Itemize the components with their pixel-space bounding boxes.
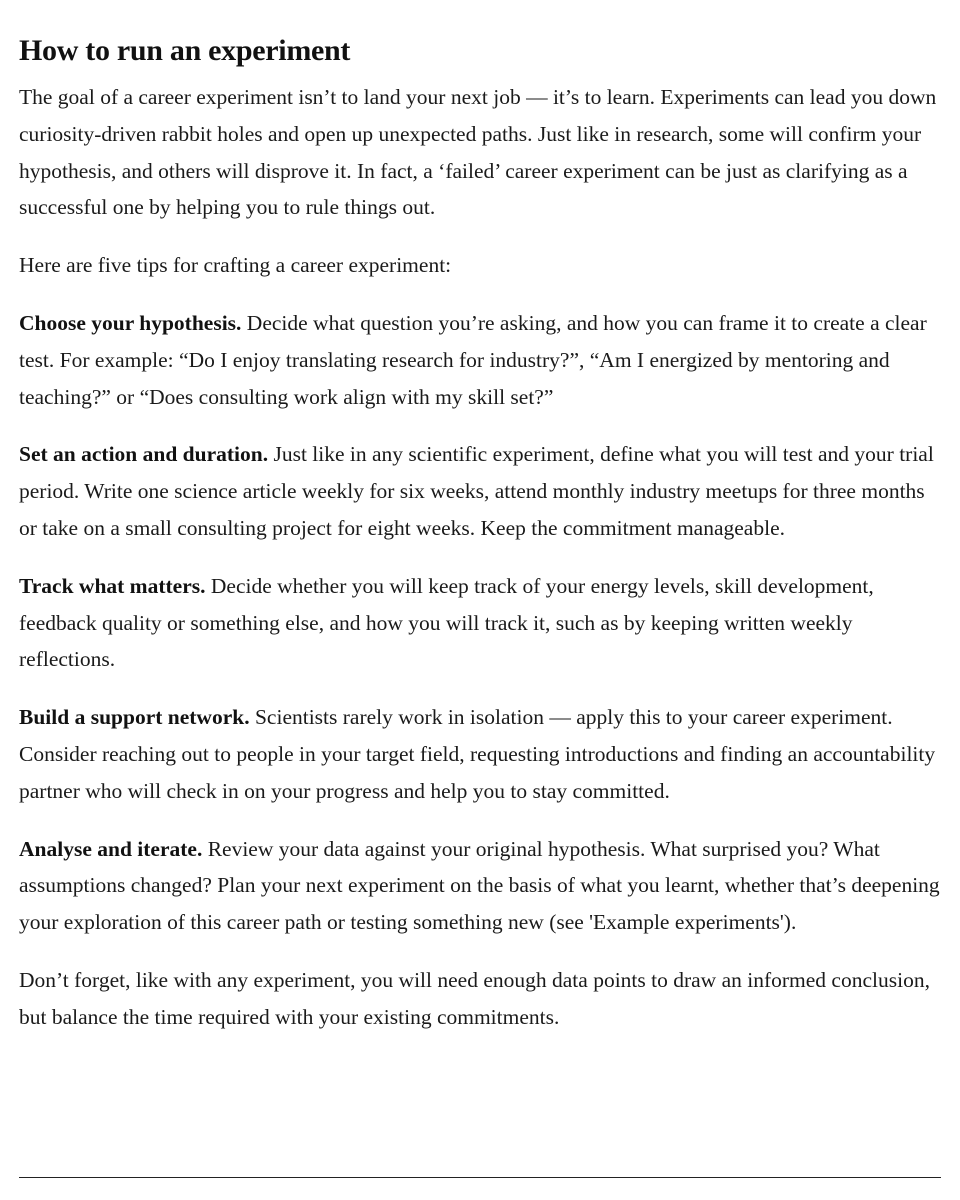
article-section: [19, 30, 941, 1057]
tip-body: Decide whether you will keep track of your energy levels, skill development, feedback quality or something else, and how you will track it, such as by keeping written weekly reflections.: [19, 573, 874, 672]
section-heading: How to run an experiment: [19, 34, 351, 67]
tip-body: Review your data against your original hypothesis. What surprised you? What assumptions changed? Plan your next experiment on the basis of what you learnt, whether that’s deepening your exploration of this career path or testing something new (see 'Example experiments').: [19, 836, 940, 935]
intro-paragraph: The goal of a career experiment isn’t to land your next job — it’s to learn. Experiments can lead you down curiosity-driven rabbit holes and open up unexpected paths. Just like in research, some will confirm your hypothesis, and others will disprove it. In fact, a ‘failed’ career experiment can be just as clarifying as a successful one by helping you to rule things out.: [19, 85, 937, 220]
tip-paragraph-support-network: [19, 699, 941, 809]
tip-paragraph-analyse: [19, 831, 941, 941]
tip-title: Track what matters.: [19, 573, 206, 598]
section-divider: [19, 1177, 941, 1178]
tip-title: Analyse and iterate.: [19, 836, 203, 861]
closing-paragraph: Don’t forget, like with any experiment, you will need enough data points to draw an informed conclusion, but balance the time required with your existing commitments.: [19, 967, 930, 1029]
tip-paragraph-action-duration: [19, 436, 941, 546]
tip-body: Scientists rarely work in isolation — apply this to your career experiment. Consider reaching out to people in your target field, requesting introductions and finding an accountability partner who will check in on your progress and help you to stay committed.: [19, 705, 936, 803]
tip-paragraph-hypothesis: [19, 305, 941, 415]
tip-title: Set an action and duration.: [19, 442, 269, 467]
lead-in-paragraph: Here are five tips for crafting a career experiment:: [19, 253, 452, 278]
tip-paragraph-track: [19, 568, 941, 678]
tip-title: Choose your hypothesis.: [19, 310, 242, 335]
tip-body: Decide what question you’re asking, and how you can frame it to create a clear test. For example: “Do I enjoy translating research for industry?”, “Am I energized by mentoring and teaching?” or “Does consulting work align with my skill set?”: [19, 310, 927, 409]
tip-body: Just like in any scientific experiment, define what you will test and your trial period. Write one science article weekly for six weeks, attend monthly industry meetups for three months or take on a small consulting project for eight weeks. Keep the commitment manageable.: [19, 442, 934, 540]
tip-title: Build a support network.: [19, 705, 250, 730]
